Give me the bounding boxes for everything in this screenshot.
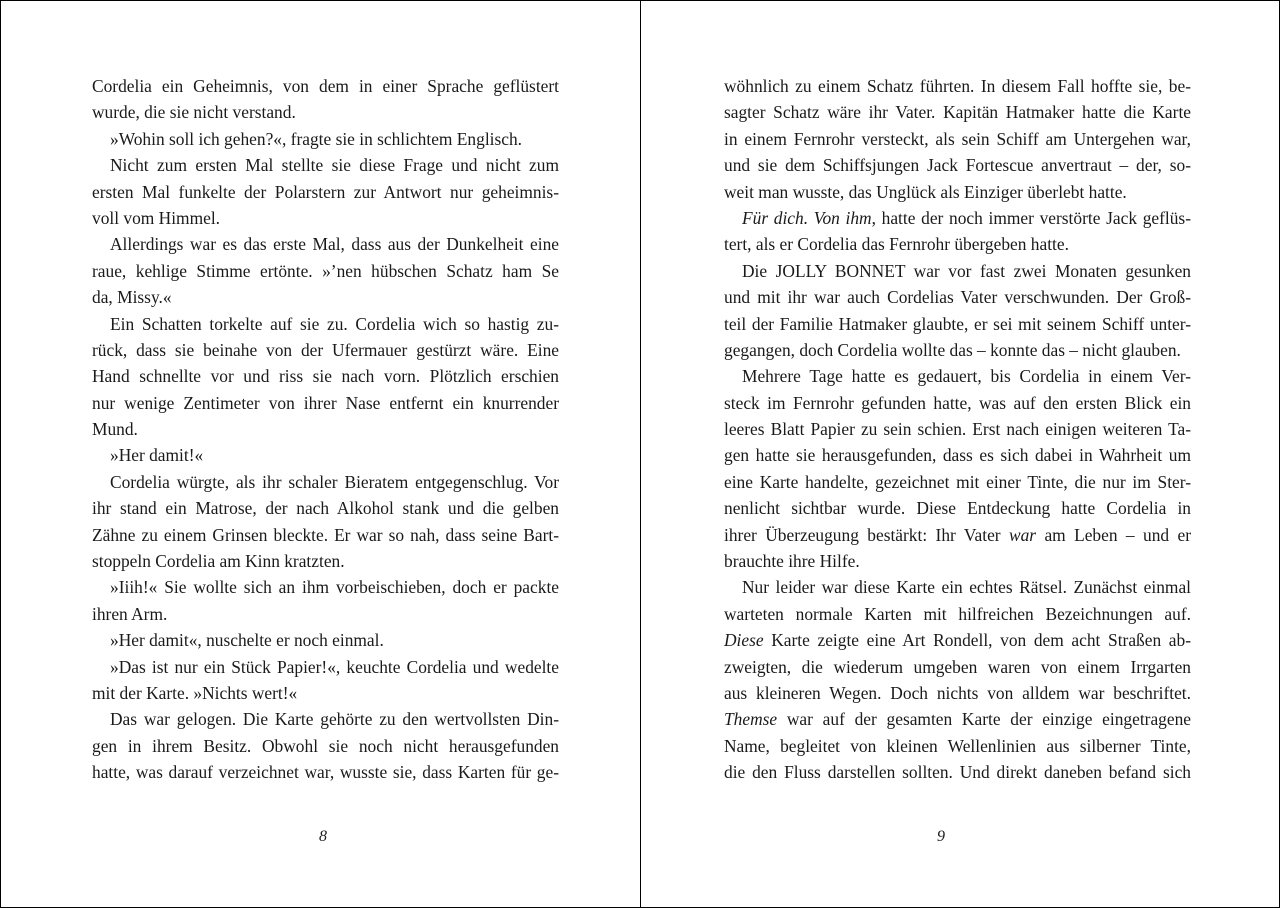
text-line: »Her damit!« <box>110 445 204 466</box>
text-segment: zweigten, die wiederum umgeben waren von einem Irrgarten <box>724 656 1191 677</box>
text-segment: Nur leider war diese Karte ein echtes Rätsel. Zunächst einmal <box>742 577 1191 598</box>
text-line <box>724 179 1191 205</box>
text-line <box>724 416 1191 442</box>
text-line <box>724 231 1191 257</box>
text-segment: gegangen, doch Cordelia wollte das – konnte das – nicht glauben. <box>724 339 1181 360</box>
text-line <box>724 363 1191 389</box>
text-line: »Her damit«, nuschelte er noch einmal. <box>110 630 384 651</box>
text-segment: ihrer Überzeugung bestärkt: Ihr Vater <box>724 524 1009 545</box>
text-line: nur wenige Zentimeter von ihrer Nase entfernt ein knurrender <box>92 392 559 413</box>
text-line <box>724 469 1191 495</box>
text-segment: Name, begleitet von kleinen Wellenlinien aus silberner Tinte, <box>724 735 1191 756</box>
right-page <box>641 1 1279 907</box>
text-line: ersten Mal funkelte der Polarstern zur Antwort nur geheimnis- <box>92 181 559 202</box>
text-segment: Karte zeigte eine Art Rondell, von dem acht Straßen ab- <box>763 630 1191 651</box>
text-segment: steck im Fernrohr gefunden hatte, was auf den ersten Blick ein <box>724 392 1191 413</box>
text-segment: weit man wusste, das Unglück als Einziger überlebt hatte. <box>724 181 1127 202</box>
text-line: da, Missy.« <box>92 287 172 308</box>
text-segment: brauchte ihre Hilfe. <box>724 551 860 572</box>
italic-text: war <box>1009 524 1037 545</box>
text-line: Cordelia würgte, als ihr schaler Bieratem entgegenschlug. Vor <box>110 471 559 492</box>
text-segment: Mehrere Tage hatte es gedauert, bis Cordelia in einem Ver- <box>742 366 1191 387</box>
text-line: stoppeln Cordelia am Kinn kratzten. <box>92 551 345 572</box>
text-line: Das war gelogen. Die Karte gehörte zu den wertvollsten Din- <box>110 709 559 730</box>
text-segment: wöhnlich zu einem Schatz führten. In diesem Fall hoffte sie, be- <box>724 76 1191 96</box>
page-number-9: 9 <box>937 828 945 845</box>
text-line <box>724 759 1191 785</box>
right-page-text <box>724 73 1191 786</box>
text-line <box>724 126 1191 152</box>
left-page <box>1 1 640 907</box>
text-line <box>724 205 1191 231</box>
text-segment: warteten normale Karten mit hilfreichen Bezeichnungen auf. <box>724 603 1191 624</box>
text-line: »Das ist nur ein Stück Papier!«, keuchte Cordelia und wedelte <box>110 656 559 677</box>
text-line: Mund. <box>92 419 138 440</box>
text-line <box>724 706 1191 732</box>
text-segment: teil der Familie Hatmaker glaubte, er sei mit seinem Schiff unter- <box>724 313 1191 334</box>
text-line: Cordelia ein Geheimnis, von dem in einer Sprache geflüstert <box>92 76 559 96</box>
text-segment: gen hatte sie herausgefunden, dass es sich dabei in Wahrheit um <box>724 445 1191 466</box>
text-line: »Iiih!« Sie wollte sich an ihm vorbeischieben, doch er packte <box>110 577 559 598</box>
text-line <box>724 258 1191 284</box>
text-segment: aus kleineren Wegen. Doch nichts von alldem war beschriftet. <box>724 682 1191 703</box>
text-line: wurde, die sie nicht verstand. <box>92 102 296 123</box>
text-line <box>724 73 1191 99</box>
italic-text: Themse <box>724 709 778 730</box>
text-line <box>724 680 1191 706</box>
text-line <box>724 601 1191 627</box>
text-line: rück, dass sie beinahe von der Ufermauer gestürzt wäre. Eine <box>92 339 559 360</box>
text-line <box>724 390 1191 416</box>
text-line <box>724 495 1191 521</box>
italic-text: Für dich. Von ihm <box>742 207 872 228</box>
text-line: Hand schnellte vor und riss sie nach vorn. Plötzlich erschien <box>92 366 559 387</box>
text-line <box>724 442 1191 468</box>
text-line: gen in ihrem Besitz. Obwohl sie noch nicht herausgefunden <box>92 735 559 756</box>
text-line: Nicht zum ersten Mal stellte sie diese Frage und nicht zum <box>110 155 559 176</box>
text-line <box>724 311 1191 337</box>
page-number-8: 8 <box>319 828 327 845</box>
text-line <box>724 654 1191 680</box>
text-segment: am Leben – und er <box>1036 524 1191 545</box>
text-line <box>724 627 1191 653</box>
italic-text: Diese <box>724 630 764 651</box>
text-segment: die den Fluss darstellen sollten. Und direkt daneben befand sich <box>724 762 1191 783</box>
text-segment: Die JOLLY BONNET war vor fast zwei Monaten gesunken <box>742 260 1191 281</box>
text-segment: eine Karte handelte, gezeichnet mit einer Tinte, die nur im Ster- <box>724 471 1191 492</box>
text-line <box>724 152 1191 178</box>
text-line: mit der Karte. »Nichts wert!« <box>92 682 298 703</box>
text-line <box>724 99 1191 125</box>
text-segment: sagter Schatz wäre ihr Vater. Kapitän Hatmaker hatte die Karte <box>724 102 1191 123</box>
text-line: ihren Arm. <box>92 603 168 624</box>
text-line: Ein Schatten torkelte auf sie zu. Cordelia wich so hastig zu- <box>110 313 559 334</box>
text-segment: in einem Fernrohr versteckt, als sein Schiff am Untergehen war, <box>724 128 1191 149</box>
left-page-text <box>92 73 559 786</box>
text-line <box>724 284 1191 310</box>
text-segment: leeres Blatt Papier zu sein schien. Erst nach einigen weiteren Ta- <box>724 419 1191 440</box>
text-segment: und mit ihr war auch Cordelias Vater verschwunden. Der Groß- <box>724 287 1191 308</box>
text-line <box>724 522 1191 548</box>
text-line: ihr stand ein Matrose, der nach Alkohol stank und die gelben <box>92 498 559 519</box>
text-line: voll vom Himmel. <box>92 207 221 228</box>
text-segment: war auf der gesamten Karte der einzige eingetragene <box>777 709 1191 730</box>
text-segment: tert, als er Cordelia das Fernrohr übergeben hatte. <box>724 234 1069 255</box>
text-line: »Wohin soll ich gehen?«, fragte sie in schlichtem Englisch. <box>110 128 523 149</box>
text-line <box>724 574 1191 600</box>
text-line: raue, kehlige Stimme ertönte. »’nen hübschen Schatz ham Se <box>92 260 559 281</box>
text-line <box>724 548 1191 574</box>
text-line: Zähne zu einem Grinsen bleckte. Er war so nah, dass seine Bart- <box>92 524 559 545</box>
text-segment: , hatte der noch immer verstörte Jack geflüs- <box>871 207 1191 228</box>
text-segment: nenlicht sichtbar wurde. Diese Entdeckung hatte Cordelia in <box>724 498 1191 519</box>
text-line: hatte, was darauf verzeichnet war, wusste sie, dass Karten für ge- <box>92 762 559 783</box>
text-line <box>724 337 1191 363</box>
text-line: Allerdings war es das erste Mal, dass aus der Dunkelheit eine <box>110 234 559 255</box>
text-line <box>724 733 1191 759</box>
text-segment: und sie dem Schiffsjungen Jack Fortescue anvertraut – der, so- <box>724 155 1191 176</box>
